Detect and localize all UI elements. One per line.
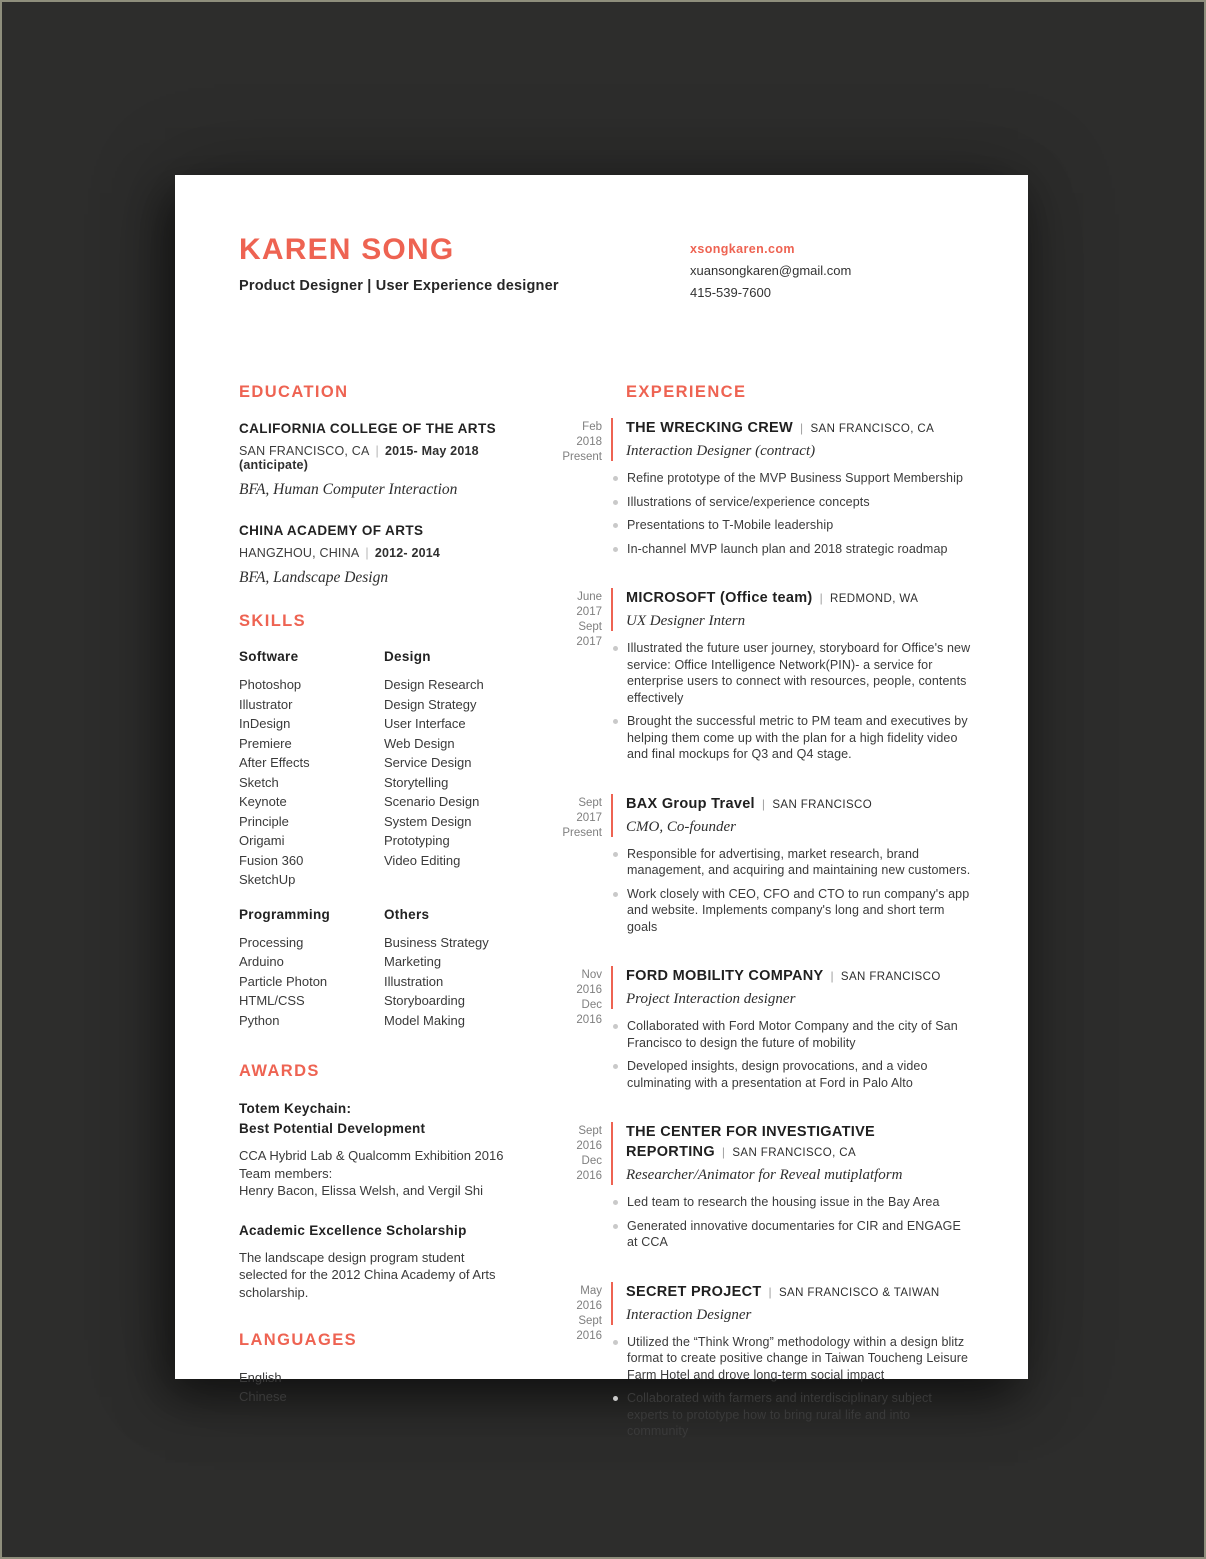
- award-description: [239, 1249, 509, 1302]
- entry-header: [611, 588, 974, 631]
- pipe-separator: |: [819, 591, 823, 605]
- experience-entry: [554, 966, 974, 1098]
- website-link[interactable]: xsongkaren.com: [690, 242, 795, 256]
- company-location: SAN FRANCISCO, CA: [810, 423, 935, 435]
- pipe-separator: |: [365, 546, 369, 560]
- skill-item: Illustrator: [239, 696, 293, 712]
- entry-body: [611, 1122, 974, 1258]
- job-role: CMO, Co-founder: [626, 818, 736, 835]
- entry-body: [611, 1282, 974, 1447]
- date-to: Dec 2016: [576, 999, 602, 1026]
- date-from: Sept 2016: [576, 1125, 602, 1152]
- education-item: [239, 522, 509, 587]
- skill-group-title: Software: [239, 649, 299, 664]
- entry-header: [611, 1122, 974, 1185]
- bullet-item: Presentations to T-Mobile leadership: [611, 517, 974, 534]
- experience-column: [554, 383, 974, 1471]
- skill-item: System Design: [384, 813, 472, 829]
- award-desc-line: Henry Bacon, Elissa Welsh, and Vergil Shi: [239, 1183, 483, 1198]
- pipe-separator: |: [768, 1284, 772, 1299]
- skill-item: User Interface: [384, 716, 466, 731]
- entry-body: [611, 418, 974, 564]
- entry-dates: [554, 1122, 602, 1258]
- bullet-list: [611, 470, 974, 557]
- company-name: SECRET PROJECT: [626, 1283, 762, 1300]
- pipe-separator: |: [375, 444, 379, 458]
- bullet-list: [611, 1334, 974, 1440]
- bullet-item: Illustrated the future user journey, storyboard for Office's new service: Office Intelligence Network(PIN)- a service for enterprise users to connect with resources, people, contents effectively: [611, 640, 974, 706]
- bullet-item: Collaborated with farmers and interdisciplinary subject experts to prototype how to bring rural life and into community: [611, 1390, 974, 1440]
- company-line: [626, 1122, 974, 1163]
- bullet-item: Developed insights, design provocations, and a video culminating with a presentation at Ford in Palo Alto: [611, 1058, 974, 1091]
- skill-list: [239, 933, 384, 1031]
- bullet-item: Illustrations of service/experience concepts: [611, 494, 974, 511]
- entry-header: [611, 1282, 974, 1325]
- award-desc-line: CCA Hybrid Lab & Qualcomm Exhibition 2016: [239, 1148, 504, 1163]
- education-heading: EDUCATION: [239, 383, 349, 401]
- skill-item: Python: [239, 1012, 280, 1028]
- company-line: [626, 794, 974, 815]
- experience-entry: [554, 418, 974, 564]
- company-location: REDMOND, WA: [829, 593, 919, 605]
- skill-item: Prototyping: [384, 833, 450, 848]
- language-item: Chinese: [239, 1389, 287, 1404]
- skill-group-software: [239, 649, 384, 890]
- entry-dates: [554, 966, 602, 1098]
- company-name: THE WRECKING CREW: [626, 420, 794, 436]
- education-item: [239, 420, 509, 499]
- skill-list: [384, 933, 509, 1031]
- pipe-separator: |: [761, 796, 766, 811]
- languages-heading: LANGUAGES: [239, 1331, 358, 1349]
- degree: BFA, Human Computer Interaction: [239, 481, 458, 498]
- resume-page: [175, 175, 1028, 1438]
- skill-item: Origami: [239, 833, 285, 848]
- skills-grid: [239, 649, 509, 1030]
- company-line: [626, 418, 974, 439]
- email-text: xuansongkaren@gmail.com: [690, 263, 852, 278]
- job-role: UX Designer Intern: [626, 613, 746, 629]
- skill-item: Premiere: [239, 735, 292, 751]
- award-title-line: Academic Excellence Scholarship: [239, 1222, 467, 1238]
- award-description: [239, 1147, 509, 1200]
- skill-item: Scenario Design: [384, 794, 480, 809]
- bullet-list: [611, 640, 974, 763]
- school-meta: [239, 546, 509, 560]
- experience-heading: EXPERIENCE: [626, 383, 747, 401]
- date-to: Dec 2016: [576, 1155, 602, 1182]
- company-line: [626, 588, 974, 609]
- entry-dates: [554, 1282, 602, 1447]
- entry-body: [611, 966, 974, 1098]
- job-role: Project Interaction designer: [626, 991, 796, 1007]
- skill-item: Fusion 360: [239, 852, 304, 868]
- company-location: SAN FRANCISCO: [772, 798, 873, 811]
- education-section: [239, 383, 509, 587]
- skill-item: Model Making: [384, 1012, 465, 1028]
- date-from: Feb 2018: [576, 421, 602, 448]
- skill-item: Service Design: [384, 755, 472, 770]
- phone-text: 415-539-7600: [690, 285, 771, 300]
- date-from: June 2017: [576, 591, 602, 618]
- bullet-item: In-channel MVP launch plan and 2018 strategic roadmap: [611, 541, 974, 558]
- school-location: HANGZHOU, CHINA: [239, 546, 360, 560]
- skill-item: Web Design: [384, 735, 455, 751]
- skills-section: [239, 612, 509, 1030]
- skill-item: SketchUp: [239, 872, 296, 887]
- bullet-item: Brought the successful metric to PM team and executives by helping them come up with the plan for a high fidelity video and final mockups for Q3 and Q4 stage.: [611, 713, 974, 763]
- entry-body: [611, 588, 974, 770]
- skill-item: Marketing: [384, 954, 442, 969]
- job-role: Researcher/Animator for Reveal mutiplatform: [626, 1167, 903, 1183]
- skills-heading: SKILLS: [239, 612, 307, 630]
- resume-columns: [239, 383, 974, 1471]
- experience-entry: [554, 1282, 974, 1447]
- skill-group-others: [384, 907, 509, 1031]
- bullet-item: Responsible for advertising, market research, brand management, and acquiring and maintaining new customers.: [611, 846, 974, 879]
- award-title-line: Best Potential Development: [239, 1121, 426, 1136]
- company-location: SAN FRANCISCO: [840, 971, 941, 983]
- company-location: SAN FRANCISCO & TAIWAN: [778, 1286, 940, 1299]
- award-item: [239, 1221, 509, 1302]
- skill-group-title: Programming: [239, 906, 331, 922]
- date-to: Sept 2016: [576, 1314, 602, 1342]
- language-list: [239, 1368, 509, 1406]
- pipe-separator: |: [721, 1145, 726, 1159]
- skill-item: Particle Photon: [239, 973, 328, 989]
- skill-item: Business Strategy: [384, 934, 489, 950]
- school-dates: 2015- May 2018 (anticipate): [239, 444, 479, 472]
- awards-heading: AWARDS: [239, 1062, 320, 1080]
- entry-header: [611, 418, 974, 461]
- skill-item: Illustration: [384, 973, 444, 989]
- skill-item: Design Strategy: [384, 696, 477, 712]
- date-from: Nov 2016: [576, 969, 602, 996]
- bullet-item: Utilized the “Think Wrong” methodology within a design blitz format to create positive change in Taiwan Toucheng Leisure Farm Hotel and drove long-term social impact: [611, 1334, 974, 1384]
- skill-group-design: [384, 649, 509, 890]
- bullet-list: [611, 1194, 974, 1251]
- skill-item: Keynote: [239, 794, 287, 809]
- date-from: May 2016: [576, 1284, 602, 1312]
- bullet-item: Work closely with CEO, CFO and CTO to run company's app and website. Implements company's long and short term goals: [611, 886, 974, 936]
- award-desc-line: Team members:: [239, 1165, 333, 1181]
- date-to: Present: [562, 826, 602, 839]
- school-location: SAN FRANCISCO, CA: [239, 444, 370, 458]
- bullet-item: Generated innovative documentaries for CIR and ENGAGE at CCA: [611, 1218, 974, 1251]
- pipe-separator: |: [800, 421, 804, 435]
- company-location: SAN FRANCISCO, CA: [732, 1147, 857, 1159]
- degree: BFA, Landscape Design: [239, 569, 389, 586]
- entry-header: [611, 966, 974, 1009]
- award-item: [239, 1099, 509, 1200]
- school-name: CALIFORNIA COLLEGE OF THE ARTS: [239, 421, 496, 436]
- company-line: [626, 966, 974, 987]
- skill-group-title: Others: [384, 906, 430, 922]
- skill-item: HTML/CSS: [239, 993, 305, 1008]
- bullet-list: [611, 846, 974, 936]
- skill-group-programming: [239, 907, 384, 1031]
- skill-list: [384, 675, 509, 870]
- skill-item: InDesign: [239, 716, 291, 731]
- company-line: [626, 1282, 974, 1303]
- language-item: English: [239, 1370, 282, 1385]
- company-name: FORD MOBILITY COMPANY: [626, 968, 824, 984]
- award-title: [239, 1221, 509, 1241]
- school-meta: [239, 444, 509, 472]
- experience-entry: [554, 588, 974, 770]
- skill-item: Storytelling: [384, 774, 449, 790]
- skill-item: Design Research: [384, 677, 484, 692]
- awards-section: [239, 1062, 509, 1301]
- languages-section: [239, 1331, 509, 1406]
- left-column: [239, 383, 509, 1471]
- experience-entry: [554, 1122, 974, 1258]
- skill-item: Video Editing: [384, 852, 461, 868]
- skill-item: Processing: [239, 934, 304, 950]
- skill-group-title: Design: [384, 649, 431, 664]
- skill-item: Principle: [239, 813, 289, 829]
- company-name: BAX Group Travel: [626, 795, 755, 812]
- company-name: MICROSOFT (Office team): [626, 590, 813, 606]
- bullet-item: Refine prototype of the MVP Business Support Membership: [611, 470, 974, 487]
- entry-dates: [554, 418, 602, 564]
- candidate-title: Product Designer | User Experience designer: [239, 278, 559, 294]
- candidate-name: KAREN SONG: [239, 233, 455, 266]
- award-title-line: Totem Keychain:: [239, 1101, 352, 1116]
- bullet-list: [611, 1018, 974, 1091]
- date-to: Present: [562, 451, 602, 463]
- skill-list: [239, 675, 384, 890]
- skill-item: After Effects: [239, 755, 310, 770]
- award-title: [239, 1099, 509, 1139]
- skill-item: Storyboarding: [384, 993, 465, 1008]
- company-name: THE CENTER FOR INVESTIGATIVE REPORTING: [626, 1124, 876, 1160]
- job-role: Interaction Designer (contract): [626, 443, 816, 459]
- entry-dates: [554, 794, 602, 943]
- pipe-separator: |: [830, 969, 834, 983]
- entry-header: [611, 794, 974, 837]
- school-dates: 2012- 2014: [374, 546, 441, 560]
- date-from: Sept 2017: [576, 796, 602, 824]
- skill-item: Photoshop: [239, 677, 302, 692]
- skill-item: Sketch: [239, 774, 279, 790]
- experience-entry: [554, 794, 974, 943]
- job-role: Interaction Designer: [626, 1306, 752, 1323]
- entry-dates: [554, 588, 602, 770]
- school-name: CHINA ACADEMY OF ARTS: [239, 523, 424, 538]
- entry-body: [611, 794, 974, 943]
- award-desc-line: The landscape design program student selected for the 2012 China Academy of Arts scholarship.: [239, 1249, 496, 1300]
- date-to: Sept 2017: [576, 621, 602, 648]
- contact-block: [690, 238, 851, 304]
- skill-item: Arduino: [239, 954, 284, 969]
- bullet-item: Collaborated with Ford Motor Company and the city of San Francisco to design the future of mobility: [611, 1018, 974, 1051]
- resume-header: [239, 233, 974, 345]
- bullet-item: Led team to research the housing issue in the Bay Area: [611, 1194, 974, 1211]
